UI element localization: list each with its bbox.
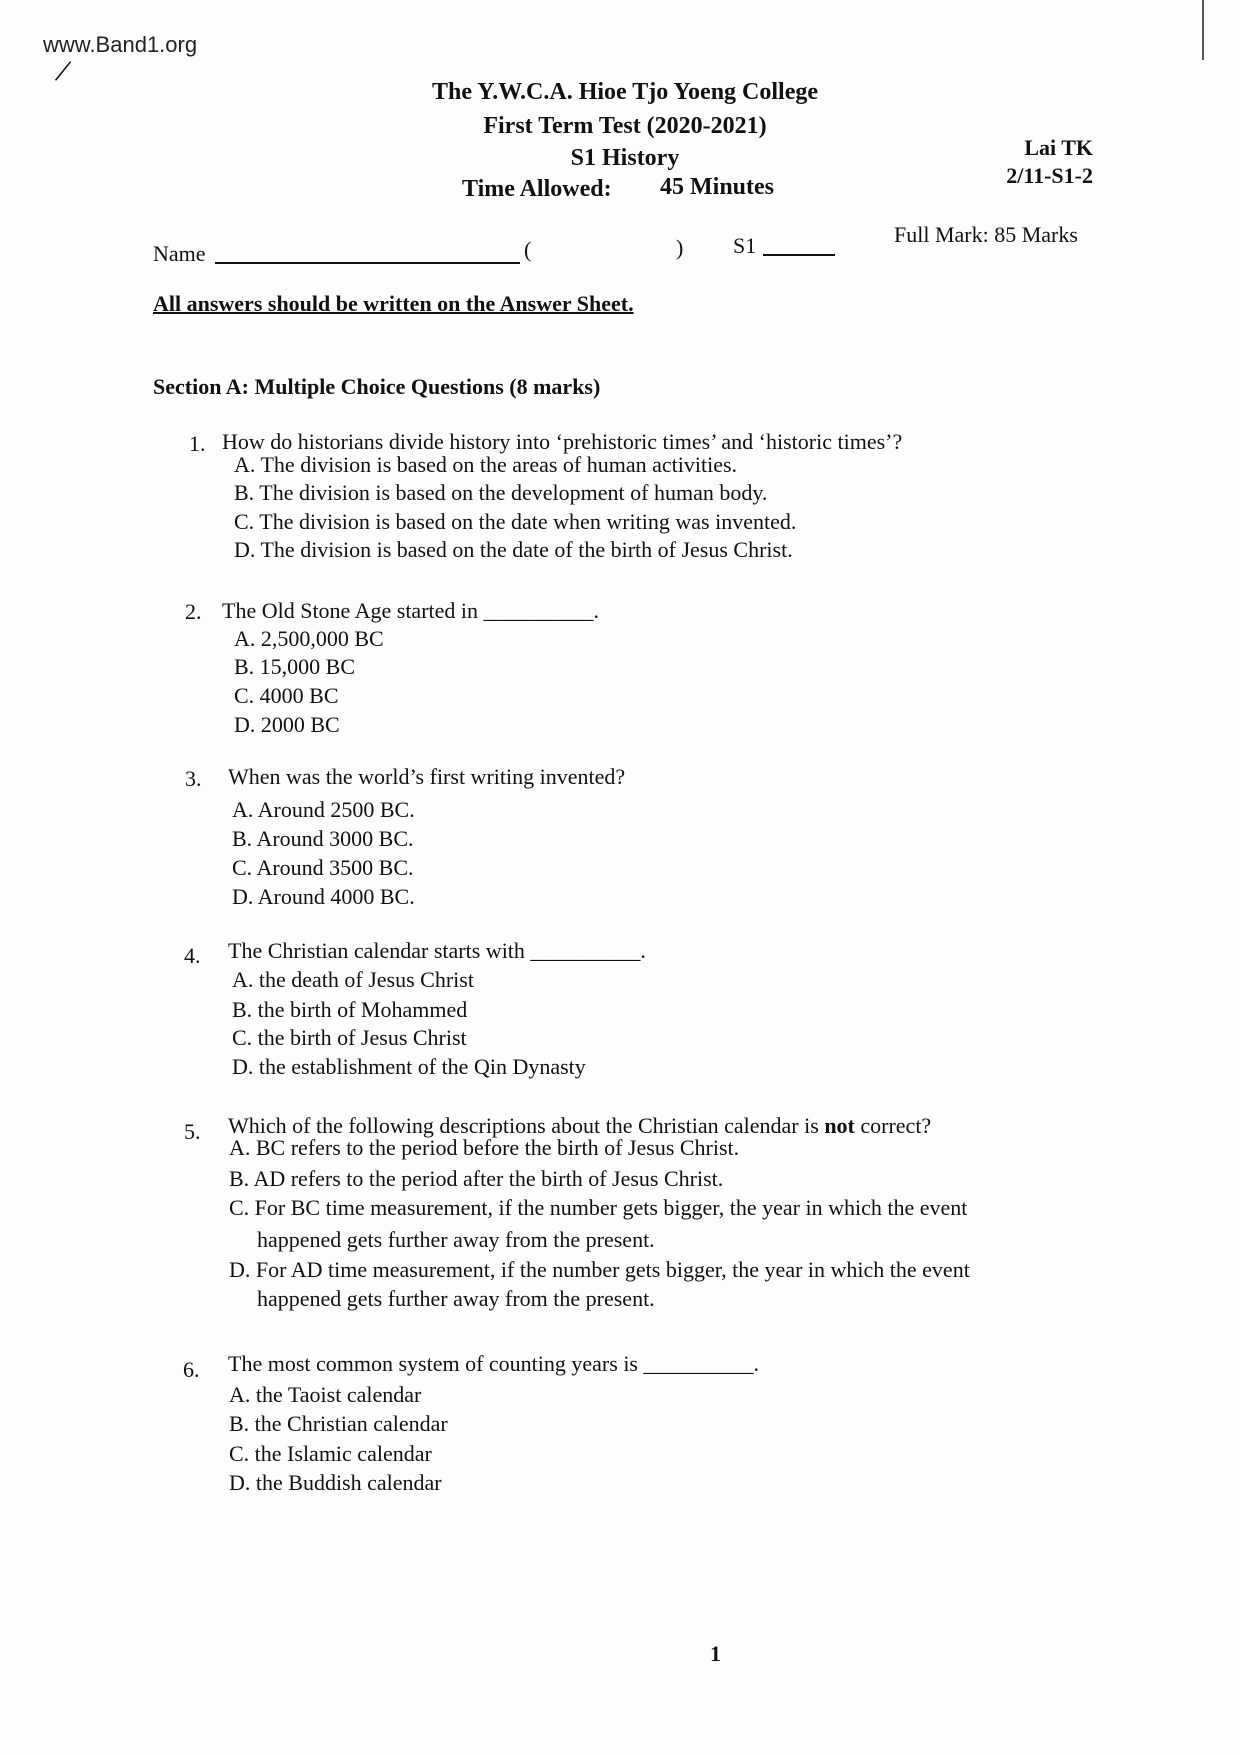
- question-number: 2.: [185, 599, 202, 624]
- question-text-part: Which of the following descriptions about the Christian calendar is: [228, 1113, 825, 1138]
- option: C. The division is based on the date when writing was invented.: [234, 509, 797, 534]
- open-paren: (: [524, 237, 532, 262]
- close-paren: ): [676, 235, 684, 260]
- option-continuation: happened gets further away from the present.: [257, 1227, 655, 1252]
- question-text: How do historians divide history into ‘prehistoric times’ and ‘historic times’?: [222, 429, 903, 454]
- option: D. the establishment of the Qin Dynasty: [232, 1054, 586, 1079]
- question-number: 6.: [183, 1357, 200, 1382]
- option: C. For BC time measurement, if the number gets bigger, the year in which the event: [229, 1195, 968, 1220]
- watermark: www.Band1.org: [43, 32, 198, 57]
- school-name: The Y.W.C.A. Hioe Tjo Yoeng College: [431, 79, 819, 105]
- option: B. the Christian calendar: [229, 1411, 448, 1436]
- class-field[interactable]: [763, 254, 835, 256]
- option: B. the birth of Mohammed: [232, 997, 468, 1022]
- question-number: 3.: [185, 766, 202, 791]
- exam-title: First Term Test (2020-2021): [483, 113, 767, 139]
- option: D. 2000 BC: [234, 712, 340, 737]
- option: C. the Islamic calendar: [229, 1441, 432, 1466]
- page-number: 1: [710, 1641, 721, 1666]
- question-text: The Christian calendar starts with __________.: [228, 938, 646, 963]
- option: C. 4000 BC: [234, 683, 339, 708]
- option: D. Around 4000 BC.: [232, 884, 415, 909]
- option: B. Around 3000 BC.: [232, 826, 414, 851]
- question-number: 1.: [189, 431, 206, 456]
- question-number: 4.: [184, 943, 201, 968]
- section-title: Section A: Multiple Choice Questions (8 marks): [153, 374, 601, 399]
- option: A. Around 2500 BC.: [232, 797, 415, 822]
- paper-code: 2/11-S1-2: [1006, 163, 1093, 188]
- option: C. Around 3500 BC.: [232, 855, 414, 880]
- full-mark: Full Mark: 85 Marks: [894, 222, 1078, 247]
- question-text-emphasis: not: [824, 1113, 855, 1138]
- scan-edge: [1202, 0, 1204, 60]
- option: B. AD refers to the period after the birth of Jesus Christ.: [229, 1166, 724, 1191]
- class-label: S1: [733, 233, 757, 258]
- question-text-part: correct?: [854, 1113, 932, 1138]
- question-number: 5.: [184, 1119, 201, 1144]
- time-value: 45 Minutes: [660, 174, 774, 200]
- option: C. the birth of Jesus Christ: [232, 1025, 467, 1050]
- instruction: All answers should be written on the Answer Sheet.: [153, 291, 634, 316]
- subject: S1 History: [570, 145, 680, 171]
- option: D. The division is based on the date of the birth of Jesus Christ.: [234, 537, 793, 562]
- option: D. For AD time measurement, if the number gets bigger, the year in which the event: [229, 1257, 970, 1282]
- option: A. The division is based on the areas of human activities.: [234, 452, 738, 477]
- option-continuation: happened gets further away from the present.: [257, 1286, 655, 1311]
- option: A. the Taoist calendar: [229, 1382, 422, 1407]
- pen-mark: /: [52, 52, 74, 91]
- option: A. 2,500,000 BC: [234, 626, 384, 651]
- option: A. BC refers to the period before the birth of Jesus Christ.: [229, 1135, 740, 1160]
- name-label: Name: [153, 241, 206, 266]
- option: A. the death of Jesus Christ: [232, 967, 474, 992]
- teacher: Lai TK: [1024, 135, 1093, 160]
- time-label: Time Allowed:: [462, 176, 612, 202]
- name-field[interactable]: [215, 262, 520, 264]
- option: B. The division is based on the development of human body.: [234, 480, 768, 505]
- question-text: The most common system of counting years is __________.: [228, 1351, 759, 1376]
- option: B. 15,000 BC: [234, 654, 356, 679]
- question-text: The Old Stone Age started in __________.: [222, 598, 600, 623]
- question-text: When was the world’s first writing invented?: [228, 764, 626, 789]
- option: D. the Buddish calendar: [229, 1470, 442, 1495]
